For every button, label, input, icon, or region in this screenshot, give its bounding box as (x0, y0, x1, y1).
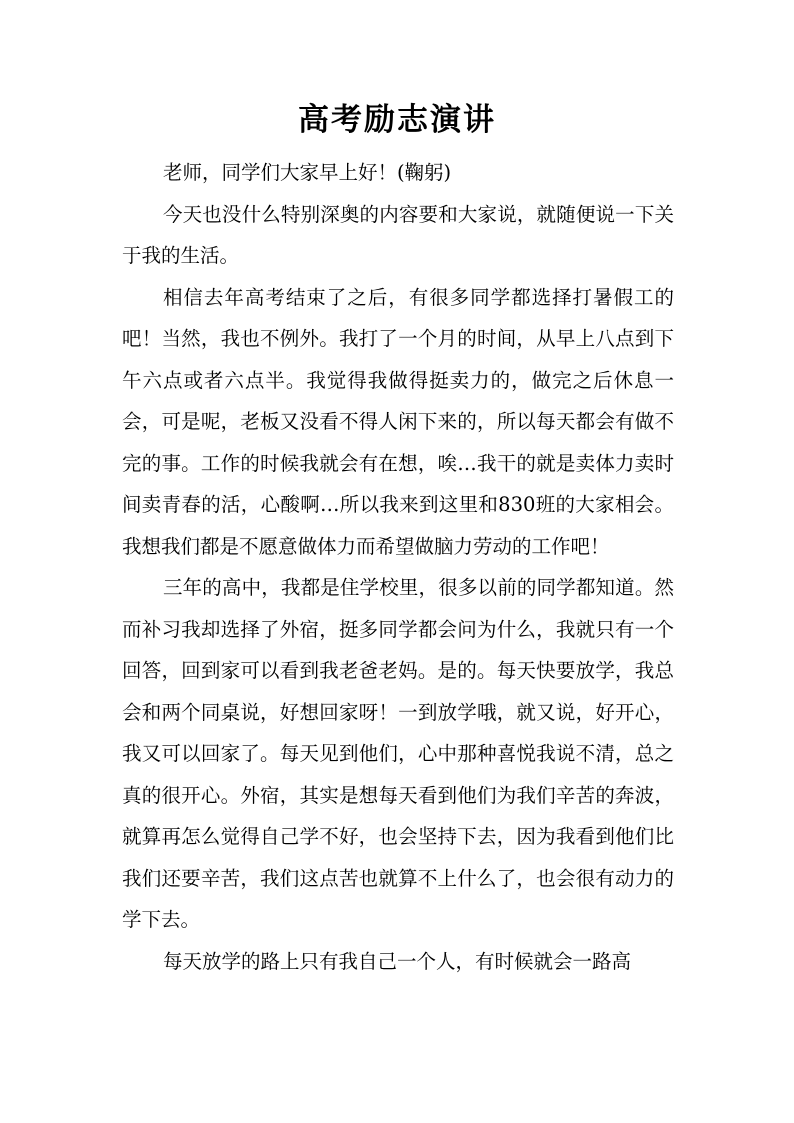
paragraph-high-school: 三年的高中，我都是住学校里，很多以前的同学都知道。然而补习我却选择了外宿，挺多同学都会问为什么，我就只有一个回答，回到家可以看到我老爸老妈。是的。每天快要放学，我总会和两个同桌说，好想回家呀！一到放学哦，就又说，好开心，我又可以回家了。每天见到他们，心中那种喜悦我说不清，总之真的很开心。外宿，其实是想每天看到他们为我们辛苦的奔波，就算再怎么觉得自己学不好，也会坚持下去，因为我看到他们比我们还要辛苦，我们这点苦也就算不上什么了，也会很有动力的学下去。 (122, 576, 674, 931)
document-title: 高考励志演讲 (298, 102, 496, 138)
paragraph-intro: 今天也没什么特别深奥的内容要和大家说，就随便说一下关于我的生活。 (122, 202, 674, 267)
paragraph-greeting: 老师，同学们大家早上好！(鞠躬) (162, 161, 452, 184)
paragraph-summer-job: 相信去年高考结束了之后，有很多同学都选择打暑假工的吧！当然，我也不例外。我打了一个月的时间，从早上八点到下午六点或者六点半。我觉得我做得挺卖力的，做完之后休息一会，可是呢，老板又没看不得人闲下来的，所以每天都会有做不完的事。工作的时候我就会有在想，唉…我干的就是卖体力卖时间卖青春的活，心酸啊…所以我来到这里和830班的大家相会。我想我们都是不愿意做体力而希望做脑力劳动的工作吧！ (122, 285, 674, 558)
document-body (122, 152, 674, 982)
paragraph-way-home: 每天放学的路上只有我自己一个人，有时候就会一路高 (162, 949, 631, 973)
